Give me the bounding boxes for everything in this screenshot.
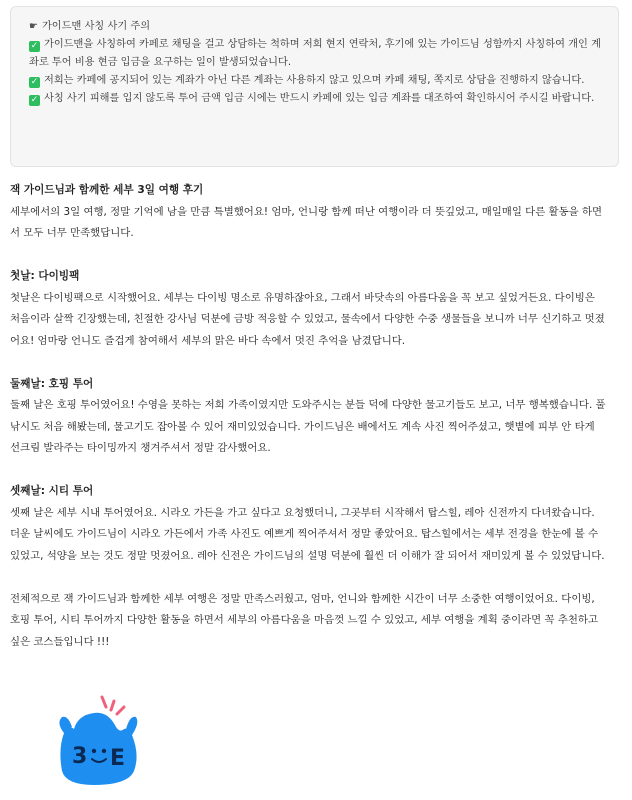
check-icon: ✓ — [30, 95, 39, 105]
pointing-hand-icon: ☛ — [29, 21, 38, 32]
day-heading: 셋째날: 시티 투어 — [10, 485, 94, 497]
check-icon: ✓ — [30, 77, 39, 87]
review-conclusion: 전체적으로 잭 가이드님과 함께한 세부 여행은 정말 만족스러웠고, 엄마, 언니와 함께한 시간이 너무 소중한 여행이었어요. 다이빙, 호핑 투어, 시티 투어까지 다양한 활동을 하면서 세부의 아름다움을 마음껏 느낄 수 있었고, 세부 여행을 계획 중이라면 꼭 추천하고 싶은 코스들입니다 !!! — [10, 592, 598, 648]
notice-item — [29, 90, 607, 108]
notice-item — [29, 36, 607, 72]
review-intro: 세부에서의 3일 여행, 정말 기억에 남을 만큼 특별했어요! 엄마, 언니랑 함께 떠난 여행이라 더 뜻깊었고, 매일매일 다른 활동을 하면서 모두 너무 만족했답니다. — [10, 205, 603, 239]
day-body: 첫날은 다이빙팩으로 시작했어요. 세부는 다이빙 명소로 유명하잖아요, 그래서 바닷속의 아름다움을 꼭 보고 싶었거든요. 다이빙은 처음이라 살짝 긴장했는데, 친절한 강사님 덕분에 금방 적응할 수 있었고, 물속에서 다양한 수중 생물들을 보니까 너무 신기하고 멋졌어요! 엄마랑 언니도 즐겁게 참여해서 세부의 맑은 바다 속에서 멋진 추억을 남겼답니다. — [10, 291, 605, 347]
day-body: 둘째 날은 호핑 투어였어요! 수영을 못하는 저희 가족이였지만 도와주시는 분들 덕에 다양한 물고기들도 보고, 너무 행복했습니다. 풀낚시도 처음 해봤는데, 물고기도 잡아볼 수 있어 재미있었습니다. 가이드님은 배에서도 계속 사진 찍어주셨고, 햇볕에 피부 안 타게 선크림 발라주는 타이밍까지 챙겨주셔서 정말 감사했어요. — [10, 399, 606, 454]
review-content — [10, 180, 608, 653]
check-icon: ✓ — [30, 41, 39, 51]
scam-warning-notice — [10, 6, 619, 167]
notice-item-text: 가이드맨을 사칭하여 카페로 채팅을 걸고 상담하는 척하며 저희 현지 연락처, 후기에 있는 가이드님 성함까지 사칭하여 개인 계좌로 투어 비용 현금 입금을 요구하는 일이 발생되었습니다. — [29, 39, 601, 68]
notice-item-text: 사칭 사기 피해를 입지 않도록 투어 금액 입금 시에는 반드시 카페에 있는 입금 계좌를 대조하여 확인하시어 주시길 바랍니다. — [44, 93, 595, 104]
notice-item — [29, 72, 607, 90]
waving-character-sticker-icon — [54, 693, 144, 789]
review-title: 잭 가이드님과 함께한 세부 3일 여행 후기 — [10, 184, 204, 196]
notice-title: 가이드맨 사칭 사기 주의 — [41, 21, 151, 32]
svg-text:3: 3 — [72, 744, 88, 769]
day-heading: 첫날: 다이빙팩 — [10, 270, 80, 282]
svg-text:E: E — [110, 746, 126, 771]
day-heading: 둘째날: 호핑 투어 — [10, 377, 94, 390]
day-body: 셋째 날은 세부 시내 투어였어요. 시라오 가든을 가고 싶다고 요청했더니, 그곳부터 시작해서 탑스힐, 레아 신전까지 다녀왔습니다. 더운 날씨에도 가이드님이 시라오 가든에서 가족 사진도 예쁘게 찍어주셔서 정말 좋았어요. 탑스힐에서는 세부 전경을 한눈에 볼 수 있었고, 석양을 보는 것도 정말 멋졌어요. 레아 신전은 가이드님의 설명 덕분에 훨씬 더 이해가 잘 되어서 재미있게 볼 수 있었답니다. — [10, 506, 605, 562]
notice-item-text: 저희는 카페에 공지되어 있는 계좌가 아닌 다른 계좌는 사용하지 않고 있으며 카페 채팅, 쪽지로 상담을 진행하지 않습니다. — [44, 75, 585, 86]
notice-title-line — [29, 18, 607, 36]
